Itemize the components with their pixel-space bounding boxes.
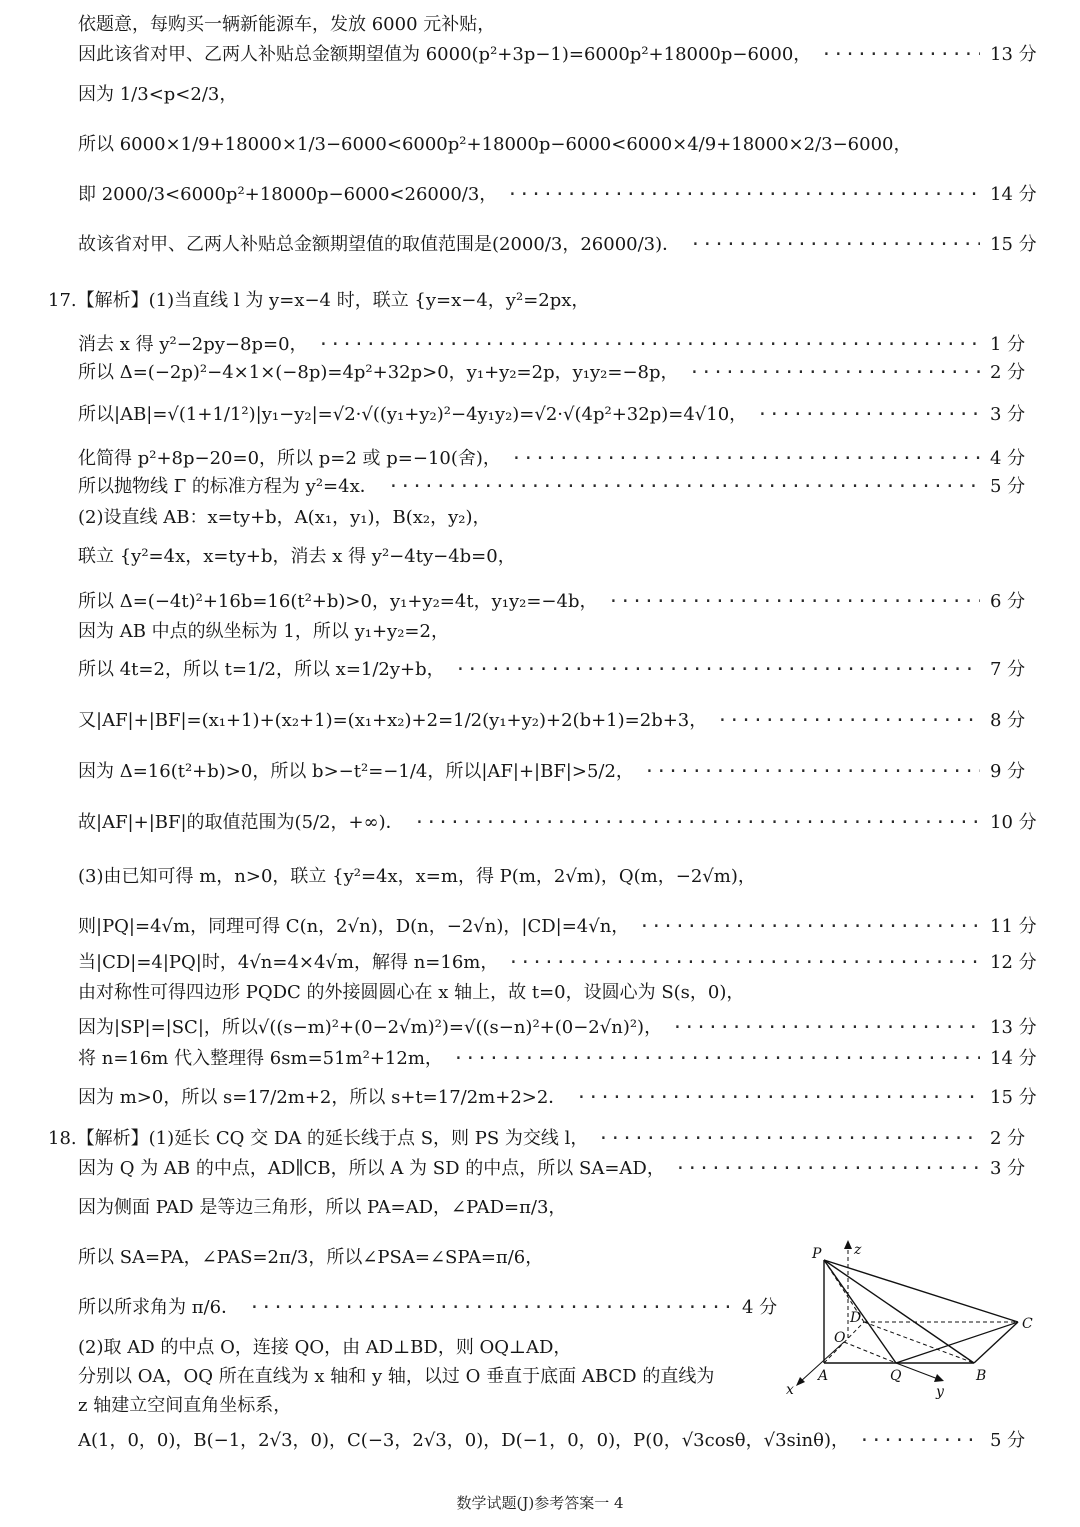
label-A: A bbox=[818, 1368, 829, 1384]
answer-line bbox=[0, 358, 1080, 388]
answer-line bbox=[0, 1193, 1080, 1223]
line-text: 依题意，每购买一辆新能源车，发放 6000 元补贴， bbox=[78, 14, 496, 35]
line-text: 分别以 OA，OQ 所在直线为 x 轴和 y 轴，以过 O 垂直于底面 ABCD 的直线为 bbox=[78, 1366, 715, 1387]
line-text: (2)设直线 AB：x=ty+b，A(x₁，y₁)，B(x₂，y₂)， bbox=[78, 507, 491, 528]
dot-leader bbox=[508, 948, 980, 978]
line-text: 所以 SA=PA，∠PAS=2π/3，所以∠PSA=∠SPA=π/6， bbox=[78, 1247, 544, 1268]
answer-line bbox=[0, 10, 1080, 40]
line-text: 因为 Δ=16(t²+b)>0，所以 b>−t²=−1/4，所以|AF|+|BF|>5/2， bbox=[78, 761, 634, 782]
dot-leader bbox=[672, 1013, 980, 1043]
label-D: D bbox=[850, 1310, 862, 1326]
answer-line bbox=[0, 80, 1080, 110]
answer-line bbox=[0, 1426, 1080, 1456]
line-text: 化简得 p²+8p−20=0，所以 p=2 或 p=−10(舍)， bbox=[78, 448, 501, 469]
dot-leader bbox=[414, 808, 980, 838]
score-mark: 5 分 bbox=[990, 1430, 1026, 1451]
line-text: 联立 {y²=4x，x=ty+b，消去 x 得 y²−4ty−4b=0， bbox=[78, 546, 516, 567]
line-text: 所以抛物线 Γ 的标准方程为 y²=4x． bbox=[78, 476, 378, 497]
answer-line bbox=[0, 1083, 1080, 1113]
label-y: y bbox=[936, 1384, 944, 1400]
line-text: 将 n=16m 代入整理得 6sm=51m²+12m， bbox=[78, 1048, 443, 1069]
score-mark: 12 分 bbox=[990, 952, 1037, 973]
line-text: 所以|AB|=√(1+1/1²)|y₁−y₂|=√2·√((y₁+y₂)²−4y₁y₂)=√2·√(4p²+32p)=4√10， bbox=[78, 404, 748, 425]
label-O: O bbox=[834, 1330, 846, 1346]
dot-leader bbox=[689, 358, 980, 388]
line-text: 因为|SP|=|SC|，所以√((s−m)²+(0−2√m)²)=√((s−n)²+(0−2√n)²)， bbox=[78, 1017, 663, 1038]
label-P: P bbox=[812, 1246, 822, 1262]
dot-leader bbox=[644, 757, 980, 787]
score-mark: 15 分 bbox=[990, 234, 1037, 255]
dot-leader bbox=[507, 180, 980, 210]
line-text: 因为 1/3<p<2/3， bbox=[78, 84, 238, 105]
line-text: 17.【解析】(1)当直线 l 为 y=x−4 时，联立 {y=x−4，y²=2px， bbox=[48, 290, 590, 311]
dot-leader bbox=[511, 444, 980, 474]
label-x: x bbox=[786, 1382, 794, 1398]
line-text: (3)由已知可得 m，n>0，联立 {y²=4x，x=m，得 P(m，2√m)，Q(m，−2√m)， bbox=[78, 866, 756, 887]
z-axis-arrow bbox=[844, 1240, 852, 1249]
edge-BC bbox=[974, 1322, 1018, 1363]
page-footer: 数学试题(J)参考答案一 4 bbox=[456, 1494, 624, 1512]
answer-line bbox=[0, 472, 1080, 502]
line-text: 所以 4t=2，所以 t=1/2，所以 x=1/2y+b， bbox=[78, 659, 445, 680]
line-text: 故|AF|+|BF|的取值范围为(5/2，+∞)． bbox=[78, 812, 404, 833]
answer-line bbox=[0, 444, 1080, 474]
dot-leader bbox=[388, 472, 980, 502]
answer-line bbox=[0, 286, 1080, 316]
answer-line bbox=[0, 542, 1080, 572]
dot-leader bbox=[639, 912, 980, 942]
line-text: 因为 Q 为 AB 的中点，AD∥CB，所以 A 为 SD 的中点，所以 SA=AD， bbox=[78, 1158, 665, 1179]
dot-leader bbox=[859, 1426, 980, 1456]
dot-leader bbox=[453, 1044, 980, 1074]
score-mark: 15 分 bbox=[990, 1087, 1037, 1108]
answer-line bbox=[0, 587, 1080, 617]
dot-leader bbox=[690, 230, 980, 260]
answer-line bbox=[0, 808, 1080, 838]
answer-line bbox=[0, 130, 1080, 160]
score-mark: 6 分 bbox=[990, 591, 1026, 612]
dot-leader bbox=[717, 706, 980, 736]
line-text: 所以 Δ=(−2p)²−4×1×(−8p)=4p²+32p>0，y₁+y₂=2p，y₁y₂=−8p， bbox=[78, 362, 679, 383]
dot-leader bbox=[598, 1124, 980, 1154]
answer-line bbox=[0, 655, 1080, 685]
answer-line bbox=[0, 912, 1080, 942]
answer-line bbox=[0, 706, 1080, 736]
score-mark: 5 分 bbox=[990, 476, 1026, 497]
line-text: 所以所求角为 π/6． bbox=[78, 1297, 240, 1318]
pyramid-figure bbox=[778, 1238, 1040, 1408]
line-text: 因此该省对甲、乙两人补贴总金额期望值为 6000(p²+3p−1)=6000p²+18000p−6000， bbox=[78, 44, 812, 65]
line-text: z 轴建立空间直角坐标系， bbox=[78, 1395, 292, 1416]
label-Q: Q bbox=[890, 1368, 902, 1384]
line-text: 故该省对甲、乙两人补贴总金额期望值的取值范围是(2000/3，26000/3)． bbox=[78, 234, 681, 255]
answer-line bbox=[0, 1013, 1080, 1043]
score-mark: 14 分 bbox=[990, 1048, 1037, 1069]
score-mark: 4 分 bbox=[990, 448, 1026, 469]
score-mark: 8 分 bbox=[990, 710, 1026, 731]
y-axis-arrow bbox=[934, 1374, 944, 1382]
dot-leader bbox=[675, 1154, 980, 1184]
answer-line bbox=[0, 862, 1080, 892]
dot-leader bbox=[318, 330, 980, 360]
score-mark: 2 分 bbox=[990, 362, 1026, 383]
score-mark: 13 分 bbox=[990, 1017, 1037, 1038]
line-text: 因为 AB 中点的纵坐标为 1，所以 y₁+y₂=2， bbox=[78, 621, 449, 642]
line-text: 即 2000/3<6000p²+18000p−6000<26000/3， bbox=[78, 184, 498, 205]
edge-PB bbox=[824, 1260, 974, 1363]
score-mark: 3 分 bbox=[990, 404, 1026, 425]
score-mark: 10 分 bbox=[990, 812, 1037, 833]
line-text: 当|CD|=4|PQ|时，4√n=4×4√m，解得 n=16m， bbox=[78, 952, 499, 973]
answer-line bbox=[0, 978, 1080, 1008]
answer-line bbox=[0, 1154, 1080, 1184]
line-text: 所以 6000×1/9+18000×1/3−6000<6000p²+18000p−6000<6000×4/9+18000×2/3−6000， bbox=[78, 134, 912, 155]
line-text: 消去 x 得 y²−2py−8p=0， bbox=[78, 334, 308, 355]
score-mark: 3 分 bbox=[990, 1158, 1026, 1179]
line-text: 因为 m>0，所以 s=17/2m+2，所以 s+t=17/2m+2>2． bbox=[78, 1087, 567, 1108]
dot-leader bbox=[821, 40, 980, 70]
dot-leader bbox=[608, 587, 980, 617]
line-text: (2)取 AD 的中点 O，连接 QO，由 AD⊥BD，则 OQ⊥AD， bbox=[78, 1337, 572, 1358]
dot-leader bbox=[249, 1293, 732, 1323]
answer-line bbox=[0, 400, 1080, 430]
score-mark: 7 分 bbox=[990, 659, 1026, 680]
y-axis bbox=[896, 1363, 938, 1379]
line-text: 则|PQ|=4√m，同理可得 C(n，2√n)，D(n，−2√n)，|CD|=4√n， bbox=[78, 916, 630, 937]
answer-line bbox=[0, 948, 1080, 978]
score-mark: 11 分 bbox=[990, 916, 1037, 937]
answer-line bbox=[0, 180, 1080, 210]
answer-line bbox=[0, 40, 1080, 70]
answer-line bbox=[0, 1044, 1080, 1074]
answer-line bbox=[0, 230, 1080, 260]
label-C: C bbox=[1022, 1316, 1033, 1332]
score-mark: 2 分 bbox=[990, 1128, 1026, 1149]
dot-leader bbox=[455, 655, 980, 685]
answer-line bbox=[0, 1124, 1080, 1154]
label-B: B bbox=[976, 1368, 987, 1384]
line-text: A(1，0，0)，B(−1，2√3，0)，C(−3，2√3，0)，D(−1，0，0)，P(0，√3cosθ，√3sinθ)， bbox=[78, 1430, 849, 1451]
line-text: 所以 Δ=(−4t)²+16b=16(t²+b)>0，y₁+y₂=4t，y₁y₂=−4b， bbox=[78, 591, 598, 612]
line-text: 又|AF|+|BF|=(x₁+1)+(x₂+1)=(x₁+x₂)+2=1/2(y₁+y₂)+2(b+1)=2b+3， bbox=[78, 710, 708, 731]
score-mark: 13 分 bbox=[990, 44, 1037, 65]
score-mark: 14 分 bbox=[990, 184, 1037, 205]
line-text: 由对称性可得四边形 PQDC 的外接圆圆心在 x 轴上，故 t=0，设圆心为 S(s，0)， bbox=[78, 982, 745, 1003]
answer-line bbox=[0, 617, 1080, 647]
score-mark: 9 分 bbox=[990, 761, 1026, 782]
answer-line bbox=[0, 757, 1080, 787]
dot-leader bbox=[576, 1083, 980, 1113]
answer-line bbox=[0, 503, 1080, 533]
answer-line bbox=[0, 330, 1080, 360]
line-text: 18.【解析】(1)延长 CQ 交 DA 的延长线于点 S，则 PS 为交线 l， bbox=[48, 1128, 589, 1149]
dot-leader bbox=[757, 400, 980, 430]
label-z: z bbox=[854, 1242, 862, 1258]
line-text: 因为侧面 PAD 是等边三角形，所以 PA=AD，∠PAD=π/3， bbox=[78, 1197, 567, 1218]
score-mark: 4 分 bbox=[742, 1297, 778, 1318]
score-mark: 1 分 bbox=[990, 334, 1026, 355]
